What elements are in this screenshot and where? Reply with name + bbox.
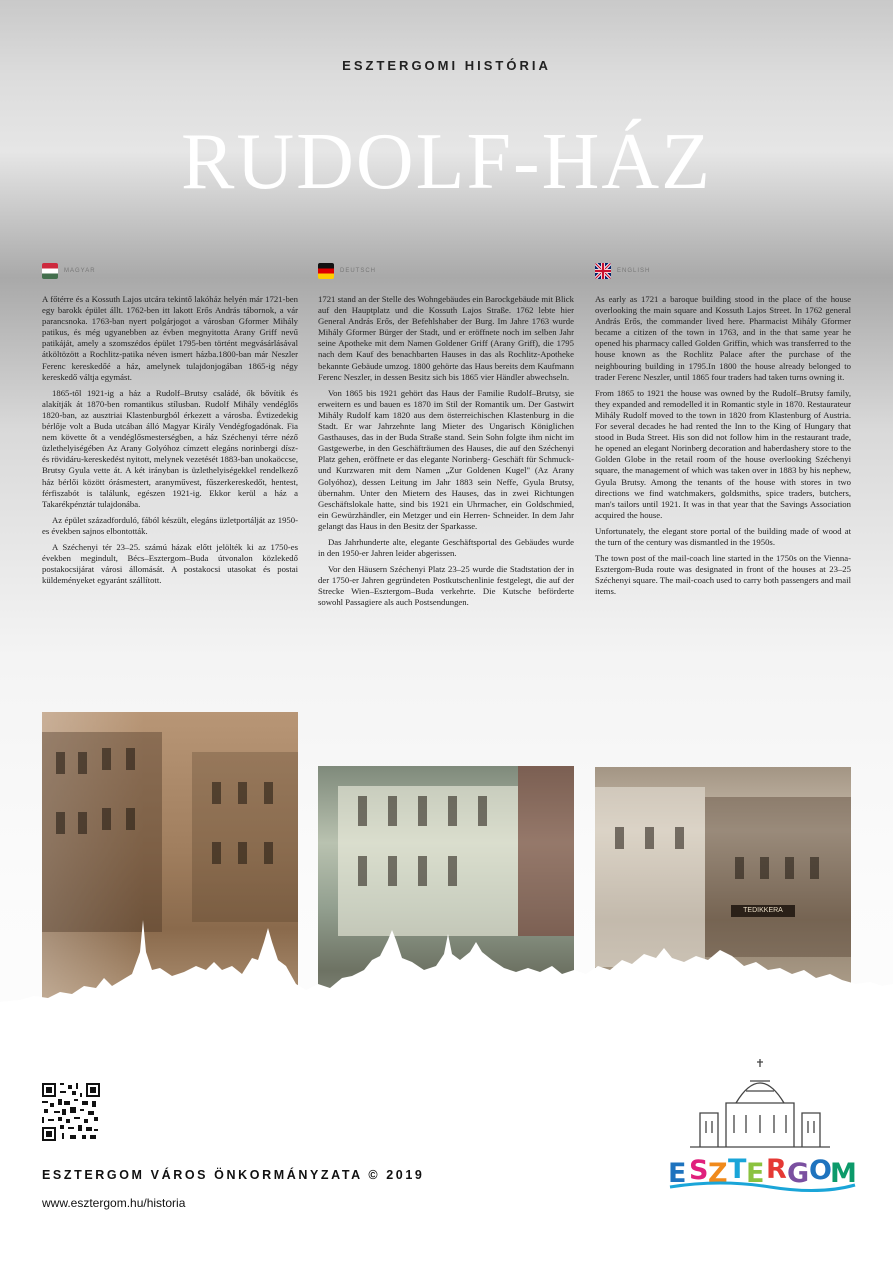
language-label: ENGLISH — [617, 268, 651, 274]
paragraph: Vor den Häusern Széchenyi Platz 23–25 wurde die Stadtstation der in der 1750-er Jahren gegründeten Postkutschenlinie festgelegt, die auf der Strecke Wien–Esztergom–Buda verkehrte. Die Kutsche beförderte sowohl Passagiere als auch Postsendungen. — [318, 564, 574, 608]
svg-text:E: E — [668, 1158, 687, 1189]
paragraph: As early as 1721 a baroque building stood in the place of the house overlooking the main square and Kossuth Lajos Street. In 1762 general András Erős, the commander lived here. Pharmacist Mihály Gformer became a citizen of the town in 1763, and in the that same year he opened his pharmacy called Golden Griffin, which was transferred to the house known as the Rochlitz Palace after the purchase of the neighbouring building in 1795.In 1800 the house already belonged to trader Ferenc Neszler, until 1865 four traders had taken turns owning it. — [595, 294, 851, 382]
paragraph: A főtérre és a Kossuth Lajos utcára tekintő lakóház helyén már 1721-ben egy barokk épület állt. 1762-ben itt lakott Erős András tábornok, a vár parancsnoka. 1763-ban nyert polgárjogot a városban Gformer Mihály patikus, és még ugyanebben az évben megnyitotta Arany Griff nevű patikáját, amely a szomszédos épület 1795-ben történt megvásárlásával átköltözött a Rochlitz-patika néven ismert házba.1800-ban már Neszler Ferenc kereskedőé a ház, amelynek tulajdonjogában 1865-ig négy kereskedő váltja egymást. — [42, 294, 298, 382]
paragraph: A Széchenyi tér 23–25. számú házak előtt jelölték ki az 1750-es években megindult, Bécs–Esztergom–Buda útvonalon közlekedő postakocsijárat városi állomását. A postakocsi utasokat és postai küldeményeket egyaránt szállított. — [42, 541, 298, 586]
germany-flag-icon — [318, 263, 334, 279]
series-kicker: ESZTERGOMI HISTÓRIA — [342, 58, 551, 73]
svg-text:T: T — [728, 1154, 747, 1185]
paragraph: From 1865 to 1921 the house was owned by the Rudolf–Brutsy family, they expanded and remodelled it in Romantic style in 1870. Restaurateur Mihály Rudolf moved to the town in 1820 from Klastenburg of Austria. For several decades he had rented the Inn to the King of Hungary that stood in Buda Street. His son did not follow him in the restaurant trade, he opened an elegant Norinberg decoration and haberdashery store to the Golden Globe in the retail room of the house overlooking Széchenyi square, the management of which was taken over in 1883 by his nephew, Gyula Brutsy. Among the tenants of the house with stores in two directions we find watchmakers, goldsmiths, spice traders, butchers, man's tailors until 1921. It was in that year that the Savings Association acquired the house. — [595, 387, 851, 520]
paragraph: 1865-től 1921-ig a ház a Rudolf–Brutsy családé, ők bővítik és alakítják át 1870-ben romantikus stílusban. Rudolf Mihály vendéglős 1820-ban, az ausztriai Klastenburgból érkezett a városba. Évtizedekig bérlője volt a Buda utcában álló Magyar Király Vendégfogadónak. Fia nem követte őt a vendéglősmesterségben, a ház Széchenyi térre néző üzlethelyiségében Az Arany Golyóhoz címzett elegáns norinbergi dísz- és rövidáru-kereskedést nyitott, melynek vezetését 1883-ban unokaöccse, Brutsy Gyula vette át. A két irányban is üzlethelyiségekkel rendelkező ház bérlői között órásmestert, aranyművest, fűszerkereskedőt, hentest, férfiszabót is találunk, egészen 1921-ig. Ekkor kerül a ház a Takarékpénztár tulajdonába. — [42, 387, 298, 509]
language-header — [42, 262, 298, 280]
language-header — [318, 262, 574, 280]
qr-code-icon[interactable] — [42, 1083, 100, 1141]
column-hungarian — [42, 262, 298, 591]
svg-text:G: G — [787, 1158, 810, 1189]
uk-flag-icon — [595, 263, 611, 279]
svg-text:M: M — [830, 1158, 857, 1189]
column-english — [595, 262, 851, 602]
basilica-icon — [690, 1059, 830, 1147]
svg-text:Z: Z — [708, 1158, 728, 1189]
page-title: RUDOLF-HÁZ — [180, 118, 713, 206]
language-label: MAGYAR — [64, 268, 96, 274]
language-label: DEUTSCH — [340, 268, 377, 274]
language-header — [595, 262, 851, 280]
footer-url-link[interactable]: www.esztergom.hu/historia — [42, 1196, 186, 1210]
paragraph: Unfortunately, the elegant store portal of the building made of wood at the turn of the century was dismantled in the 1950s. — [595, 525, 851, 547]
svg-text:E: E — [746, 1158, 765, 1189]
paragraph: 1721 stand an der Stelle des Wohngebäudes ein Barockgebäude mit Blick auf den Hauptplatz und die Kossuth Lajos Straße. 1762 lebte hier General András Erős, der Befehlshaber der Burg. Im Jahre 1763 wurde Mihály Gformer Bürger der Stadt, und er eröffnete noch im selben Jahr seine Apotheke mit dem Namen Goldener Griff (Arany Griff), die 1795 nach dem Kauf des benachbarten Hauses in das als Rochlitz-Apotheke bekannte Gebäude umzog. 1800 gehörte das Haus bereits dem Kaufmann Ferenc Neszler, in dessen Besitz sich bis 1865 vier Händler abwechseln. — [318, 294, 574, 382]
footer-organization: ESZTERGOM VÁROS ÖNKORMÁNYZATA © 2019 — [42, 1168, 425, 1182]
shop-sign: TEDIKKERA — [731, 905, 795, 917]
paragraph: The town post of the mail-coach line started in the 1750s on the Vienna-Esztergom-Buda route was designated in front of the houses at 23–25 Széchenyi square. The mail-coach used to carry both passengers and mail items. — [595, 553, 851, 597]
paragraph: Az épület századforduló, fából készült, elegáns üzletportálját az 1950-es években sajnos elbontották. — [42, 514, 298, 536]
esztergom-logo — [660, 1055, 860, 1195]
paragraph: Von 1865 bis 1921 gehört das Haus der Familie Rudolf–Brutsy, sie erweitern es und bauen es 1870 im Stil der Romantik um. Der Gastwirt Mihály Rudolf kam 1820 aus dem österreichischen Klastenburg in die Stadt. Er war Jahrzehnte lang Mieter des Ungarisch Königlichen Gasthauses, das in der Buda Straße stand. Sein Sohn folgte ihm nicht im Gastgewerbe, in den Geschäfträumen des Hauses, die auf den Széchenyi Platz gehen, eröffnete er das elegante Norinberg- Geschäft für Schmuck- und Kurzwaren mit dem Namen „Zur Goldenen Kugel" (Az Arany Golyóhoz), dessen Leitung im Jahr 1883 sein Neffe, Gyula Brutsy, übernahm. Unter den Mietern des Hauses, das in zwei Richtungen Geschäftslokale hatte, sind bis 1921 ein Uhrmacher, ein Goldschmied, ein Gewürzhändler, ein Metzger und ein Herren- Schneider. In dem Jahr gelangt das Haus in den Besitz der Sparkasse. — [318, 387, 574, 531]
svg-text:S: S — [689, 1155, 709, 1186]
column-german — [318, 262, 574, 614]
svg-text:R: R — [766, 1154, 787, 1185]
svg-text:O: O — [809, 1155, 832, 1186]
paragraph: Das Jahrhunderte alte, elegante Geschäftsportal des Gebäudes wurde in den 1950-er Jahren leider abgerissen. — [318, 536, 574, 559]
skyline-silhouette — [0, 900, 893, 1050]
hungary-flag-icon — [42, 263, 58, 279]
